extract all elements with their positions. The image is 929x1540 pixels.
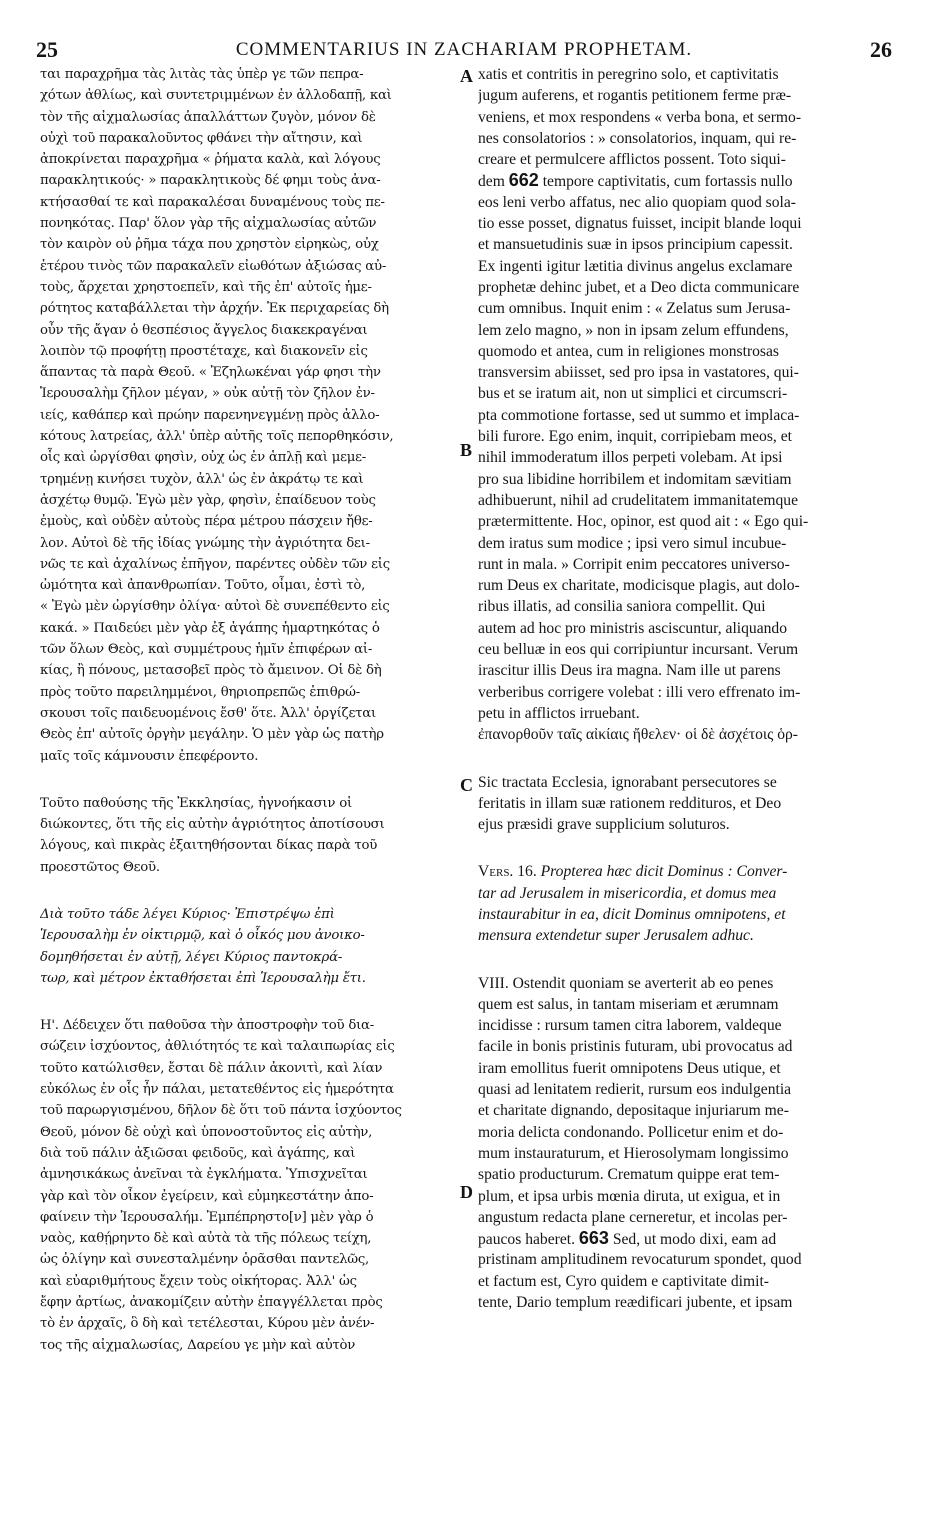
greek-text-line: νῶς τε καὶ ἀχαλίνως ἐπῆγον, παρέντες οὐδὲν τῶν εἰς bbox=[40, 556, 390, 572]
latin-text-line: ἐπανορθοῦν ταῖς αἰκίαις ἤθελεν· οἱ δὲ ἀσχέτοις ὁρ- bbox=[478, 726, 798, 744]
latin-text-line: angustum redacta plane cerneretur, et incolas per- bbox=[478, 1208, 788, 1226]
greek-text-line: τοῦτο κατώλισθεν, ἔσται δὲ πάλιν ἀκονιτὶ, καὶ λίαν bbox=[40, 1060, 383, 1076]
latin-text-line: quasi ad lenitatem redierit, rursum eos indulgentia bbox=[478, 1081, 792, 1099]
greek-text-line: πονηκότας. Παρ' ὅλον γὰρ τῆς αἰχμαλωσίας αὐτῶν bbox=[40, 216, 377, 232]
greek-text-line: Τοῦτο παθούσης τῆς Ἐκκλησίας, ἠγνοήκασιν οἱ bbox=[40, 795, 352, 811]
column-number-marker: 663 bbox=[578, 1228, 609, 1249]
latin-block-1 bbox=[478, 64, 892, 746]
latin-block-3 bbox=[478, 973, 892, 1314]
greek-text-line: ἀσχέτῳ θυμῷ. Ἐγὼ μὲν γὰρ, φησὶν, ἐπαίδευον τοὺς bbox=[40, 492, 376, 508]
greek-text-line: κότους λατρείας, ἀλλ' ὑπὲρ αὐτῆς τοῖς πεπορθηκόσιν, bbox=[40, 429, 394, 445]
greek-text-line: τοῦ παρωργισμένου, δῆλον δὲ ὅτι τοῦ πάντα ἰσχύοντος bbox=[40, 1103, 402, 1119]
latin-verse-line bbox=[478, 925, 892, 946]
latin-text-line: ejus præsidi grave supplicium soluturos. bbox=[478, 816, 730, 834]
greek-text-line: ἑτέρου τινὸς τῶν παρακαλεῖν εἰωθότων ἀξιώσας αὐ- bbox=[40, 258, 387, 274]
greek-text-line: τὸν καιρὸν οὐ ῥῆμα τάχα που χρηστὸν εἰρηκὼς, οὐχ bbox=[40, 237, 379, 253]
verse-label: Vers. 16. bbox=[478, 863, 537, 881]
latin-text-line-segment: tempore captivitatis, cum fortassis nullo bbox=[538, 173, 793, 191]
greek-text-line: τρημένῃ κινήσει τυχὸν, ἀλλ' ὡς ἐν ἀκράτῳ τε καὶ bbox=[40, 471, 364, 487]
greek-text-line: σκουσι τοῖς παιδευομένοις ἔσθ' ὅτε. Ἀλλ' ὀργίζεται bbox=[40, 705, 376, 721]
greek-text-line: διὰ τοῦ πάλιν ἀξιῶσαι φειδοῦς, καὶ ἀγάπης, καὶ bbox=[40, 1145, 356, 1161]
greek-text-line: φαίνειν τὴν Ἱερουσαλήμ. Ἐμπέπρηστο[ν] μὲν γὰρ ὁ bbox=[40, 1209, 374, 1225]
page-number-left: 25 bbox=[36, 37, 58, 62]
latin-text-line-segment: Sed, ut modo dixi, eam ad bbox=[608, 1231, 777, 1249]
latin-text-line: transversim abiisset, sed pro ipsa in vastatores, qui- bbox=[478, 364, 799, 382]
latin-text-line: rum Deus ex charitate, modicisque plagis, aut dolo- bbox=[478, 577, 800, 595]
latin-text-line: Ex ingenti igitur lætitia divinus angelus exclamare bbox=[478, 257, 793, 275]
latin-text-line: pta commotione fortasse, sed ut summo et implaca- bbox=[478, 406, 800, 424]
greek-text-line: κίας, ἢ πόνους, μετασοβεῖ πρὸς τὸ ἄμεινον. Οἱ δὲ δὴ bbox=[40, 663, 382, 679]
running-title: COMMENTARIUS IN ZACHARIAM PROPHETAM. bbox=[235, 39, 693, 60]
latin-verse bbox=[478, 861, 892, 946]
latin-verse-text: tar ad Jerusalem in misericordia, et domus mea bbox=[478, 884, 777, 902]
greek-text-line: κτήσασθαί τε καὶ παρακαλέσαι δυναμένους τοὺς πε- bbox=[40, 194, 385, 210]
greek-text-line: τὸν τῆς αἰχμαλωσίας ἀπαλλάττων ζυγὸν, μόνον δὲ bbox=[40, 109, 376, 125]
greek-column bbox=[40, 64, 458, 1514]
greek-verse-line: Διὰ τοῦτο τάδε λέγει Κύριος· Ἐπιστρέψω ἐπὶ bbox=[40, 906, 335, 922]
latin-text-line: feritatis in illam suæ rationem reddituros, et Deo bbox=[478, 794, 782, 812]
latin-text-line: veniens, et mox respondens « verba bona, et sermo- bbox=[478, 108, 802, 126]
latin-text-line-segment: dem bbox=[478, 173, 509, 191]
greek-text-line: οὖν τῆς ἄγαν ὁ θεσπέσιος ἄγγελος διακεκραγέναι bbox=[40, 322, 368, 338]
greek-text-line: Θεὸς ἐπ' αὐτοῖς ὀργὴν μεγάλην. Ὁ μὲν γὰρ ὡς πατὴρ bbox=[40, 727, 384, 743]
latin-text-line: nihil immoderatum illos perpeti volebam. At ipsi bbox=[478, 449, 783, 467]
greek-verse-line: τωρ, καὶ μέτρον ἐκταθήσεται ἐπὶ Ἱερουσαλὴμ ἔτι. bbox=[40, 970, 366, 986]
greek-text-line: τος τῆς αἰχμαλωσίας, Δαρείου γε μὴν καὶ αὐτὸν bbox=[40, 1337, 356, 1353]
greek-text-line: « Ἐγὼ μὲν ὠργίσθην ὀλίγα· αὐτοὶ δὲ συνεπέθεντο εἰς bbox=[40, 599, 390, 615]
greek-text-line: σώζειν ἰσχύοντος, ἀθλιότητός τε καὶ ταλαιπωρίας εἰς bbox=[40, 1039, 395, 1055]
greek-text-line: τὸ ἐν ἀρχαῖς, ὃ δὴ καὶ τετέλεσται, Κύρου μὲν ἀνέν- bbox=[40, 1316, 375, 1332]
margin-letter-b: B bbox=[460, 440, 473, 460]
greek-text-line: λον. Αὐτοὶ δὲ τῆς ἰδίας γνώμης τὴν ἀγριότητα δει- bbox=[40, 535, 370, 551]
latin-text-line: ribus illatis, ad consilia saniora compellit. Qui bbox=[478, 598, 766, 616]
latin-text-line: moria delicta condonando. Pollicetur enim et do- bbox=[478, 1123, 784, 1141]
latin-text-line: irascitur illis Deus ira magna. Nam ille ut parens bbox=[478, 662, 781, 680]
latin-text-line: prætermittente. Hoc, opinor, est quod ait : « Ego qui- bbox=[478, 513, 809, 531]
greek-text-line: γὰρ καὶ τὸν οἶκον ἐγείρειν, καὶ εὐμηκεστάτην ἀπο- bbox=[40, 1188, 374, 1204]
latin-text-line: dem iratus sum modice ; ipsi vero simul incubue- bbox=[478, 534, 787, 552]
greek-text-line: ἀποκρίνεται παραχρῆμα « ῥήματα καλὰ, καὶ λόγους bbox=[40, 152, 381, 168]
latin-text-line: et mansuetudinis suæ in ipsos principium capessit. bbox=[478, 236, 793, 254]
greek-verse bbox=[40, 904, 458, 989]
greek-text-line: κακά. » Παιδεύει μὲν γὰρ ἐξ ἀγάπης ἡμαρτηκότας ὁ bbox=[40, 620, 380, 636]
latin-text-line: verberibus corrigere volebat : illi vero effrenato im- bbox=[478, 683, 801, 701]
latin-verse-line bbox=[478, 904, 892, 925]
greek-text-line: Η'. Δέδειχεν ὅτι παθοῦσα τὴν ἀποστροφὴν τοῦ δια- bbox=[40, 1018, 375, 1034]
latin-text-line: et charitate dignando, depositaque injuriarum me- bbox=[478, 1102, 789, 1120]
latin-text-line: iram emollitus fuerit omnipotens Deus utique, et bbox=[478, 1059, 781, 1077]
latin-text-line-segment: paucos haberet. bbox=[478, 1231, 579, 1249]
greek-text-line: ναὸς, καθῄρηντο δὲ καὶ αὐτὰ τὰ τῆς πόλεως τείχη, bbox=[40, 1231, 372, 1247]
latin-text-line: petu in afflictos irruebant. bbox=[478, 704, 640, 722]
greek-text-line: ρότητος καταβάλλεται τὴν ἀρχήν. Ἐκ περιχαρείας δὴ bbox=[40, 301, 389, 317]
latin-text-line: pristinam amplitudinem revocaturum spondet, quod bbox=[478, 1251, 802, 1269]
greek-text-line: τοὺς, ἄρχεται χρηστοεπεῖν, καὶ τῆς ἐπ' αὐτοῖς ἡμε- bbox=[40, 279, 372, 295]
latin-text-line: et factum est, Cyro quidem e captivitate dimit- bbox=[478, 1272, 769, 1290]
latin-text-line bbox=[478, 170, 892, 191]
latin-text-line: adhibuerunt, nihil ad crudelitatem immanitatemque bbox=[478, 491, 799, 509]
greek-block-1 bbox=[40, 64, 458, 767]
margin-letter-d: D bbox=[460, 1182, 473, 1202]
latin-text-line bbox=[478, 1228, 892, 1249]
margin-letter-a: A bbox=[460, 66, 473, 86]
margin-letter-c: C bbox=[460, 775, 473, 795]
latin-text-line: jugum auferens, et rogantis petitionem ferme præ- bbox=[478, 87, 792, 105]
greek-text-line: χότων ἀθλίως, καὶ συντετριμμένων ἐν ἀλλοδαπῇ, καὶ bbox=[40, 88, 392, 104]
greek-text-line: ἀμνησικάκως ἀνεῖναι τὰ ἐγκλήματα. Ὑπισχνεῖται bbox=[40, 1167, 368, 1183]
latin-text-line: runt in mala. » Corripit enim peccatores universo- bbox=[478, 555, 790, 573]
greek-verse-line: δομηθήσεται ἐν αὐτῇ, λέγει Κύριος παντοκρά- bbox=[40, 949, 343, 965]
greek-text-line: ὠμότητα καὶ ἀπανθρωπίαν. Τοῦτο, οἶμαι, ἐστὶ τὸ, bbox=[40, 578, 366, 594]
greek-text-line: παρακλητικούς· » παρακλητικοὺς δέ φημι τοὺς ἀνα- bbox=[40, 173, 381, 189]
greek-text-line: ιείς, καθάπερ καὶ πρώην παρενηνεγμένῃ πρὸς ἀλλο- bbox=[40, 407, 380, 423]
latin-text-line: lem zelo magno, » non in ipsam zelum effundens, bbox=[478, 321, 789, 339]
greek-text-line: διώκοντες, ὅτι τῆς εἰς αὐτὴν ἀγριότητος ἀποτίσουσι bbox=[40, 817, 385, 833]
latin-text-line: tio esse posset, dignatus fuisset, incipit blande loqui bbox=[478, 215, 802, 233]
greek-verse-line: Ἱερουσαλὴμ ἐν οἰκτιρμῷ, καὶ ὁ οἶκός μου ἀνοικο- bbox=[40, 928, 365, 944]
greek-text-line: εὐκόλως ἐν οἷς ἦν πάλαι, μετατεθέντος εἰς ἡμερότητα bbox=[40, 1082, 394, 1098]
latin-text-line: pro sua libidine horribilem et indomitam sævitiam bbox=[478, 470, 792, 488]
latin-verse-line bbox=[478, 883, 892, 904]
greek-text-line: καὶ εὐαριθμήτους ἔχειν τοὺς οἰκήτορας. Ἀλλ' ὡς bbox=[40, 1273, 357, 1289]
latin-text-line: facile in bonis pristinis futuram, ubi provocatus ad bbox=[478, 1038, 793, 1056]
greek-text-line: πρὸς τοῦτο παρειλημμένοι, θηριοπρεπῶς ἐπιθρώ- bbox=[40, 684, 360, 700]
latin-text-line: quomodo et antea, cum in religiones monstrosas bbox=[478, 342, 779, 360]
greek-text-line: τῶν ὅλων Θεὸς, καὶ συμμέτρους ἡμῖν ἐπιφέρων αἰ- bbox=[40, 642, 373, 658]
greek-text-line: ἐμοὺς, καὶ οὐδὲν αὐτοὺς πέρα μέτρου πάσχειν ἤθε- bbox=[40, 514, 373, 530]
latin-text-line: VIII. Ostendit quoniam se averterit ab eo penes bbox=[478, 974, 774, 992]
latin-block-2 bbox=[478, 772, 892, 836]
page-number-right: 26 bbox=[870, 37, 892, 62]
latin-text-line: mum instauraturum, et Hierosolymam longissimo bbox=[478, 1144, 789, 1162]
latin-text-line: bus et se iratum ait, non ut simplici et circumscri- bbox=[478, 385, 788, 403]
latin-column bbox=[478, 64, 892, 1514]
greek-text-line: ἔφην ἀρτίως, ἀνακομίζειν αὐτὴν ἐπαγγέλλεται πρὸς bbox=[40, 1295, 383, 1311]
greek-text-line: λόγους, καὶ πικρὰς ἐξαιτηθήσονται δίκας παρὰ τοῦ bbox=[40, 838, 378, 854]
latin-text-line: nes consolatorios : » consolatorios, inquam, qui re- bbox=[478, 129, 797, 147]
greek-text-line: ται παραχρῆμα τὰς λιτὰς τὰς ὑπὲρ γε τῶν πεπρα- bbox=[40, 67, 364, 82]
latin-text-line: xatis et contritis in peregrino solo, et captivitatis bbox=[478, 66, 779, 83]
latin-text-line: quem est salus, in tantam miseriam et ærumnam bbox=[478, 995, 779, 1013]
page-header bbox=[36, 38, 892, 64]
greek-text-line: οἷς καὶ ὠργίσθαι φησὶν, οὐχ ὡς ἐν ἁπλῇ καὶ μεμε- bbox=[40, 450, 367, 466]
latin-text-line: eos leni verbo affatus, nec alio quopiam quod sola- bbox=[478, 193, 796, 211]
latin-text-line: Sic tractata Ecclesia, ignorabant persecutores se bbox=[478, 773, 777, 791]
greek-text-line: προεστῶτος Θεοῦ. bbox=[40, 859, 160, 875]
latin-verse-text: mensura extendetur super Jerusalem adhuc. bbox=[478, 927, 754, 945]
greek-text-line: ἅπαντας τὰ παρὰ Θεοῦ. « Ἐζηλωκέναι γάρ φησι τὴν bbox=[40, 365, 381, 381]
latin-text-line: plum, et ipsa urbis mœnia diruta, ut exigua, et in bbox=[478, 1187, 781, 1205]
latin-text-line: creare et permulcere afflictos possent. Toto siqui- bbox=[478, 151, 786, 169]
greek-text-line: ὡς ὀλίγην καὶ συνεσταλμένην ὁρᾶσθαι παντελῶς, bbox=[40, 1252, 370, 1268]
greek-text-line: Θεοῦ, μόνον δὲ οὐχὶ καὶ ὑπονοστοῦντος εἰς αὐτὴν, bbox=[40, 1124, 373, 1140]
greek-text-line: μαῖς τοῖς κάμνουσιν ἐπεφέροντο. bbox=[40, 748, 259, 764]
latin-verse-text: Propterea hæc dicit Dominus : Conver- bbox=[540, 863, 788, 881]
latin-text-line: autem ad hoc pro ministris asciscuntur, aliquando bbox=[478, 619, 788, 637]
latin-text-line: bili furore. Ego enim, inquit, corripiebam meos, et bbox=[478, 428, 792, 446]
greek-text-line: λοιπὸν τῷ προφήτῃ προστέταχε, καὶ διακονεῖν εἰς bbox=[40, 343, 368, 359]
latin-text-line: tente, Dario templum reædificari jubente, et ipsam bbox=[478, 1294, 793, 1312]
greek-block-3 bbox=[40, 1015, 458, 1356]
latin-verse-line bbox=[478, 861, 892, 882]
latin-text-line: prophetæ dehinc jubet, et a Deo dicta communicare bbox=[478, 278, 800, 296]
latin-verse-text: instaurabitur in ea, dicit Dominus omnipotens, et bbox=[478, 905, 786, 923]
column-number-marker: 662 bbox=[508, 170, 539, 191]
greek-block-2 bbox=[40, 793, 458, 878]
greek-text-line: Ἱερουσαλὴμ ζῆλον μέγαν, » οὐκ αὐτῇ τὸν ζῆλον ἐν- bbox=[40, 386, 375, 402]
latin-text-line: cum omnibus. Inquit enim : « Zelatus sum Jerusa- bbox=[478, 300, 791, 318]
greek-text-line: οὐχὶ τοῦ παρακαλοῦντος φθάνει τὴν αἴτησιν, καὶ bbox=[40, 130, 363, 146]
latin-text-line: incidisse : rursum tamen citra laborem, valdeque bbox=[478, 1017, 782, 1035]
latin-text-line: spatio producturum. Crematum quippe erat tem- bbox=[478, 1166, 780, 1184]
latin-text-line: ceu belluæ in eos qui corripiuntur incursant. Verum bbox=[478, 641, 799, 659]
